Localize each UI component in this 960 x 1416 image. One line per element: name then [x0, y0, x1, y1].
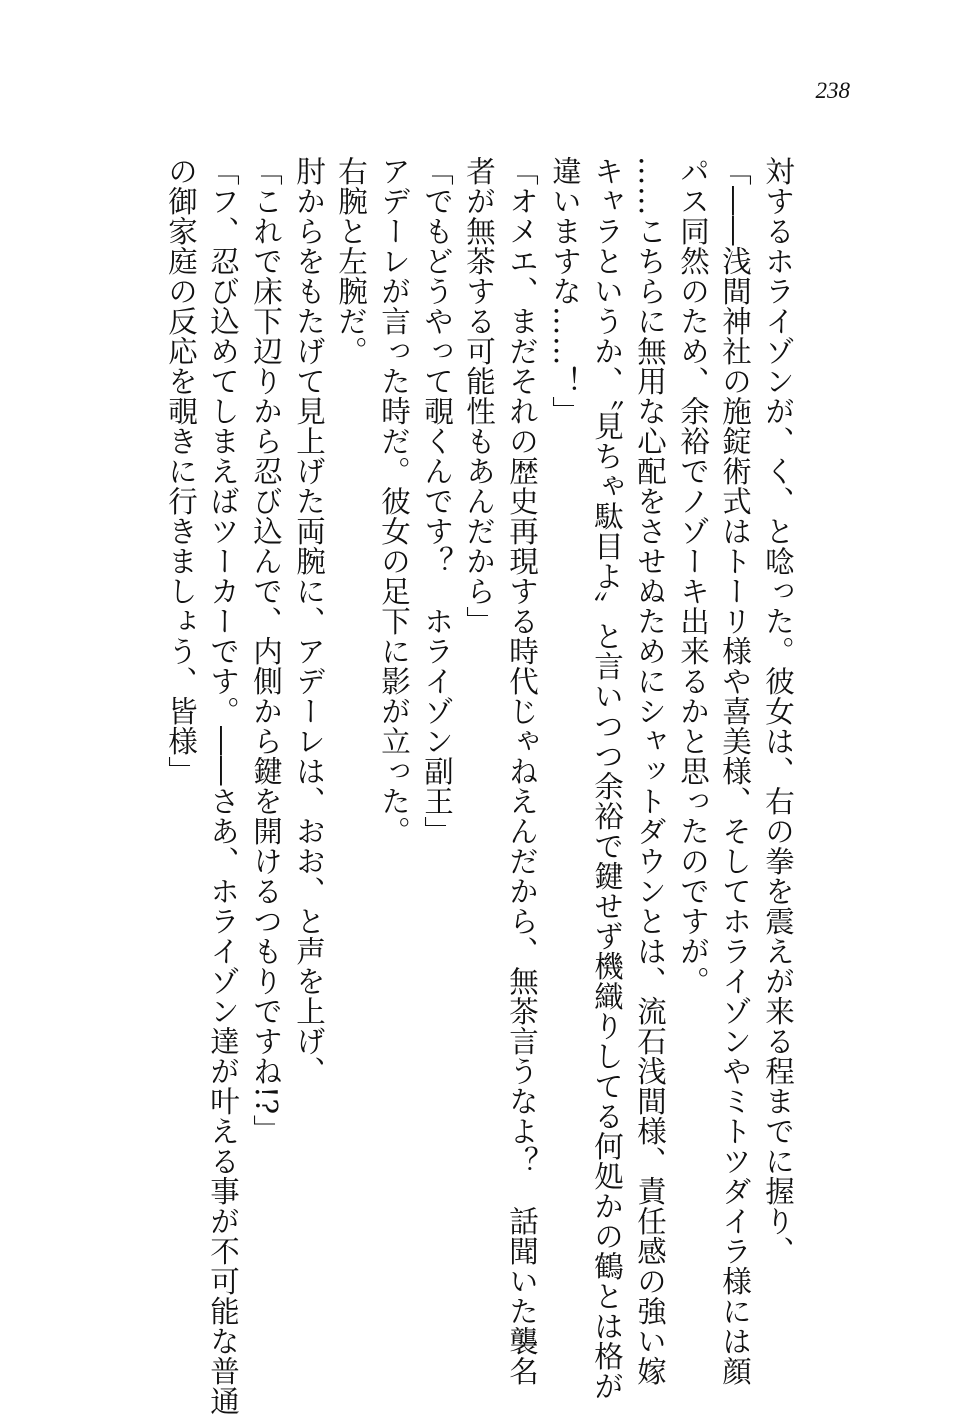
text-column: パス同然のため、余裕でノゾーキ出来るかと思ったのですが。 — [676, 156, 710, 996]
text-column: の御家庭の反応を覗きに行きましょう、皆様」 — [164, 156, 198, 786]
text-column: 対するホライゾンが、く、と唸った。彼女は、右の拳を震えが来る程までに握り、 — [761, 156, 795, 1266]
text-column: 右腕と左腕だ。 — [334, 156, 368, 366]
text-column: 肘からをもたげて見上げた両腕に、アデーレは、おお、と声を上げ、 — [292, 156, 326, 1086]
text-column: キャラというか、〝見ちゃ駄目よ〟と言いつつ余裕で鍵せず機織りしてる何処かの鶴とは格が — [590, 156, 624, 1402]
text-column: 「でもどうやって覗くんです？ ホライゾン副王」 — [420, 156, 454, 846]
vertical-text-body — [164, 156, 798, 1416]
text-column: アデーレが言った時だ。彼女の足下に影が立った。 — [377, 156, 411, 846]
text-column: 者が無茶する可能性もあんだから」 — [462, 156, 496, 636]
text-column: 違いますな……！」 — [548, 156, 582, 426]
text-column: 「オメエ、まだそれの歴史再現する時代じゃねえんだから、無茶言うなよ？ 話聞いた襲名 — [505, 156, 539, 1386]
text-column: 「これで床下辺りから忍び込んで、内側から鍵を開けるつもりですね!?」 — [249, 156, 283, 1145]
text-column: 「――浅間神社の施錠術式はトーリ様や喜美様、そしてホライゾンやミトツダイラ様には顔 — [718, 156, 752, 1386]
text-column: 「フ、忍び込めてしまえばツーカーです。――さあ、ホライゾン達が叶える事が不可能な普通 — [206, 156, 240, 1416]
text-column: ……こちらに無用な心配をさせぬためにシャットダウンとは、流石浅間様、責任感の強い嫁 — [633, 156, 667, 1386]
page-number: 238 — [815, 78, 850, 103]
